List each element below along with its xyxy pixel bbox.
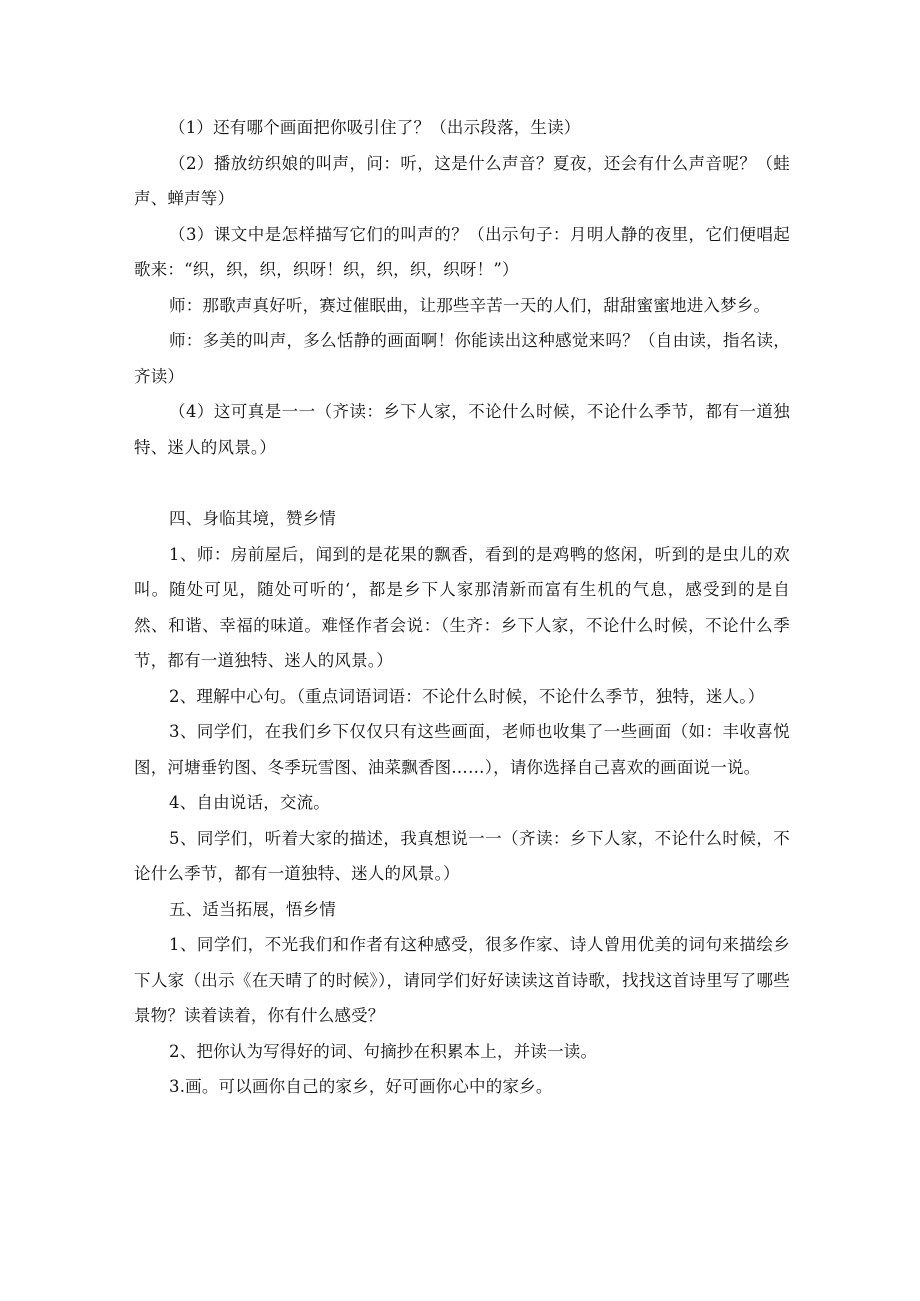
paragraph: （4）这可真是一一（齐读：乡下人家，不论什么时候，不论什么季节，都有一道独特、迷人的风景。） — [134, 402, 790, 457]
paragraph: 3、同学们，在我们乡下仅仅只有这些画面，老师也收集了一些画面（如：丰收喜悦图，河塘垂钓图、冬季玩雪图、油菜飘香图……），请你选择自己喜欢的画面说一说。 — [134, 722, 790, 777]
paragraph: 5、同学们，听着大家的描述，我真想说一一（齐读：乡下人家，不论什么时候，不论什么季节，都有一道独特、迷人的风景。） — [134, 828, 790, 883]
paragraph: 2、把你认为写得好的词、句摘抄在积累本上，并读一读。 — [169, 1041, 598, 1061]
section-heading: 五、适当拓展，悟乡情 — [169, 899, 336, 919]
paragraph: 1、师：房前屋后，闻到的是花果的飘香，看到的是鸡鸭的悠闲，听到的是虫儿的欢叫。随处可见，随处可听的‘，都是乡下人家那清新而富有生机的气息，感受到的是自然、和谐、幸福的味道。难怪作者会说：（生齐：乡下人家，不论什么时候，不论什么季节，都有一道独特、迷人的风景。） — [134, 544, 790, 670]
paragraph: （2）播放纺织娘的叫声，问：听，这是什么声音？夏夜，还会有什么声音呢？（蛙声、蝉声等） — [134, 153, 790, 208]
paragraph: 3.画。可以画你自己的家乡，好可画你心中的家乡。 — [169, 1077, 553, 1096]
paragraph: （3）课文中是怎样描写它们的叫声的？（出示句子：月明人静的夜里，它们便唱起歌来：“织，织，织，织呀！织，织，织，织呀！”） — [134, 224, 790, 279]
paragraph: （1）还有哪个画面把你吸引住了？（出示段落，生读） — [169, 118, 581, 137]
paragraph: 2、理解中心句。（重点词语词语：不论什么时候，不论什么季节，独特，迷人。） — [169, 686, 765, 706]
document-body — [134, 110, 790, 1105]
section-heading: 四、身临其境，赞乡情 — [169, 509, 336, 528]
section-spacer — [134, 465, 790, 501]
paragraph: 1、同学们，不光我们和作者有这种感受，很多作家、诗人曾用优美的词句来描绘乡下人家（出示《在天晴了的时候》），请同学们好好读读这首诗歌，找找这首诗里写了哪些景物？读着读着，你有什么感受？ — [134, 935, 790, 1025]
paragraph: 师：多美的叫声，多么恬静的画面啊！你能读出这种感觉来吗？（自由读，指名读，齐读） — [134, 331, 790, 386]
paragraph: 4、自由说话，交流。 — [169, 793, 330, 812]
paragraph: 师：那歌声真好听，赛过催眠曲，让那些辛苦一天的人们，甜甜蜜蜜地进入梦乡。 — [169, 295, 771, 315]
